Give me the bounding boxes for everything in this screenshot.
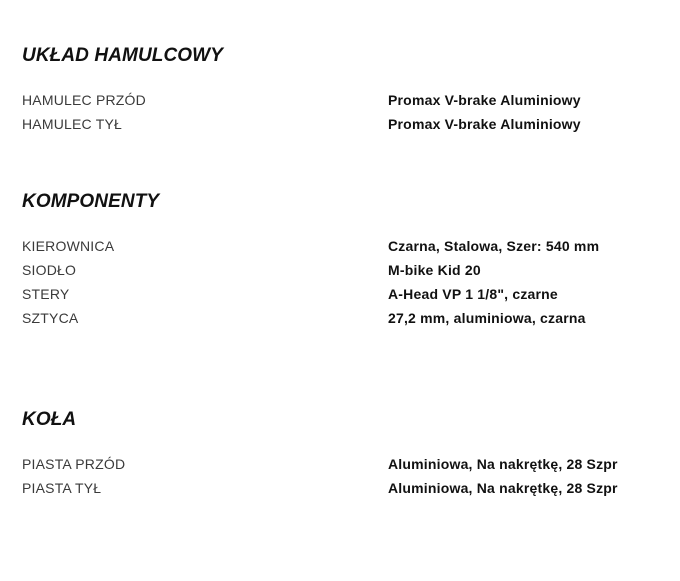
spec-value: Czarna, Stalowa, Szer: 540 mm: [388, 238, 600, 254]
spec-value: Promax V-brake Aluminiowy: [388, 92, 581, 108]
spec-label: PIASTA TYŁ: [22, 480, 102, 496]
spec-label: SZTYCA: [22, 310, 79, 326]
spec-row-saddle: [22, 258, 662, 282]
spec-row-headset: [22, 282, 662, 306]
spec-label: KIEROWNICA: [22, 238, 115, 254]
spec-value: Promax V-brake Aluminiowy: [388, 116, 581, 132]
section-components: [22, 190, 662, 214]
section-brakes: [22, 44, 662, 68]
spec-value: Aluminiowa, Na nakrętkę, 28 Szpr: [388, 480, 618, 496]
spec-value: 27,2 mm, aluminiowa, czarna: [388, 310, 586, 326]
spec-list-brakes: [22, 88, 662, 136]
spec-row-seatpost: [22, 306, 662, 330]
spec-row-front-brake: [22, 88, 662, 112]
spec-label: SIODŁO: [22, 262, 77, 278]
spec-label: STERY: [22, 286, 70, 302]
section-title: UKŁAD HAMULCOWY: [22, 45, 223, 66]
spec-row-rear-brake: [22, 112, 662, 136]
spec-row-front-hub: [22, 452, 662, 476]
section-wheels: [22, 408, 662, 432]
section-title: KOMPONENTY: [22, 191, 160, 212]
spec-value: Aluminiowa, Na nakrętkę, 28 Szpr: [388, 456, 618, 472]
spec-row-rear-hub: [22, 476, 662, 500]
spec-list-components: [22, 234, 662, 330]
spec-value: A-Head VP 1 1/8", czarne: [388, 286, 558, 302]
spec-label: HAMULEC PRZÓD: [22, 92, 146, 108]
spec-label: PIASTA PRZÓD: [22, 456, 126, 472]
section-title: KOŁA: [22, 409, 77, 430]
spec-row-handlebar: [22, 234, 662, 258]
spec-list-wheels: [22, 452, 662, 500]
spec-value: M-bike Kid 20: [388, 262, 481, 278]
spec-label: HAMULEC TYŁ: [22, 116, 122, 132]
